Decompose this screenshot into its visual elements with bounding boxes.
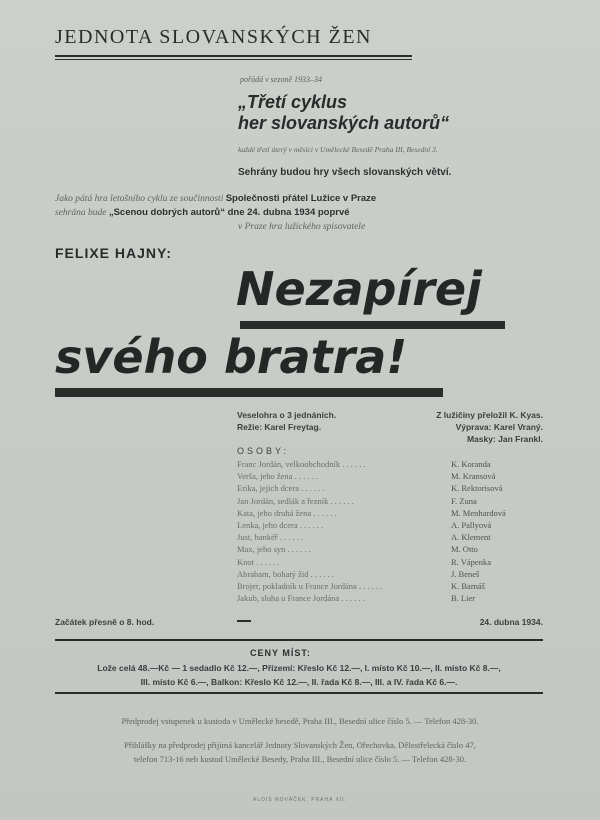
- prices-heading: CENY MÍST:: [250, 648, 311, 658]
- header-rule-bottom: [55, 59, 412, 60]
- cycle-title-line1: „Třetí cyklus: [238, 92, 348, 112]
- cast-role: Knot . . . . . .: [237, 556, 280, 567]
- cast-row: [237, 557, 547, 569]
- play-director: Režie: Karel Freytag.: [237, 422, 322, 432]
- presale-info: Předprodej vstupenek u kustoda v Umělecké besedě, Praha III., Besední ulice číslo 5. — Telefon 428-30.: [121, 716, 479, 726]
- cast-role: Just, bankéř . . . . . .: [237, 532, 304, 543]
- cast-role: Brojer, pokladník u France Jordána . . . . . .: [237, 580, 383, 591]
- header-rule-top: [55, 55, 412, 57]
- title-bar-2: [55, 388, 443, 397]
- cast-role: Jakub, sluha u France Jordána . . . . . .: [237, 593, 365, 604]
- play-genre: Veselohra o 3 jednáních.: [237, 410, 337, 420]
- cast-actor: A. Pallyová: [451, 519, 492, 530]
- cast-actor: R. Vápenka: [451, 556, 491, 567]
- schedule-note: každé třetí úterý v měsíci v Umělecké Besedě Praha III, Besední 3.: [238, 145, 438, 154]
- play-title-line1: Nezapírej: [236, 262, 482, 316]
- season-note: pořádá v sezoně 1933–34: [240, 75, 322, 84]
- cast-row: [237, 520, 547, 532]
- cast-actor: B. Lier: [451, 593, 476, 604]
- prices-rule-top: [55, 639, 543, 641]
- cast-list: [237, 459, 547, 605]
- cast-role: Jan Jordán, sedlák a řezník . . . . . .: [237, 495, 354, 506]
- play-masks: Masky: Jan Frankl.: [466, 434, 543, 444]
- cast-actor: M. Kransová: [451, 471, 496, 482]
- cast-row: [237, 471, 547, 483]
- cast-role: Lenka, jeho dcera . . . . . .: [237, 519, 324, 530]
- play-title-line2: svého bratra!: [55, 330, 408, 384]
- cast-actor: M. Menhardová: [451, 507, 506, 518]
- cast-actor: A. Klement: [451, 532, 491, 543]
- printer-imprint: ALOIS NOVÁČEK, PRAHA XII.: [252, 797, 348, 803]
- cast-row: [237, 459, 547, 471]
- play-author: FELIXE HAJNY:: [55, 245, 172, 261]
- cast-row: [237, 569, 547, 581]
- cast-row: [237, 593, 547, 605]
- signup-info-1: Přihlášky na předprodej přijímá kancelář Jednoty Slovanských Žen, Ořechovka, Dělostřelecká číslo 47,: [124, 740, 476, 750]
- intro-line-3: v Praze hra lužického spisovatele: [238, 222, 366, 232]
- cycle-statement: Sehrány budou hry všech slovanských větví.: [238, 167, 452, 178]
- cast-heading: OSOBY:: [237, 446, 290, 456]
- cast-role: Abraham, bohatý žid . . . . . .: [237, 568, 335, 579]
- start-dash: [237, 620, 251, 622]
- cast-actor: J. Beneš: [451, 568, 480, 579]
- cast-actor: K. Rektorisová: [451, 483, 503, 494]
- cast-row: [237, 483, 547, 495]
- cast-role: Franc Jordán, velkoobchodník . . . . . .: [237, 459, 366, 469]
- intro-line-2: sehrána bude „Scenou dobrých autorů“ dne 24. dubna 1934 poprvé: [55, 207, 350, 218]
- cast-actor: K. Barnáš: [451, 580, 485, 591]
- prices-line-1: Lože celá 48.—Kč — 1 sedadlo Kč 12.—, Přízemí: Křeslo Kč 12.—, I. místo Kč 10.—, II. místo Kč 8.—,: [97, 663, 501, 673]
- cast-actor: M. Otto: [451, 544, 478, 555]
- cast-row: [237, 532, 547, 544]
- start-time: Začátek přesně o 8. hod.: [55, 617, 155, 627]
- cast-role: Kata, jeho druhá žena . . . . . .: [237, 507, 337, 518]
- cast-row: [237, 544, 547, 556]
- intro-line-1: Jako pátá hra letošního cyklu ze součinnosti Společnosti přátel Lužice v Praze: [55, 193, 377, 204]
- play-translator: Z lužičiny přeložil K. Kyas.: [436, 410, 543, 420]
- cast-actor: K. Koranda: [451, 459, 491, 469]
- play-stage-design: Výprava: Karel Vraný.: [455, 422, 543, 432]
- cast-actor: F. Zuna: [451, 495, 477, 506]
- title-bar-1: [240, 321, 505, 329]
- signup-info-2: telefon 713-16 neb kustod Umělecké Besedy, Praha III., Besední ulice číslo 5. — Telefon 428-30.: [133, 754, 467, 764]
- cast-role: Verša, jeho žena . . . . . .: [237, 471, 318, 482]
- cycle-title-line2: her slovanských autorů“: [238, 113, 450, 133]
- start-date: 24. dubna 1934.: [479, 617, 543, 627]
- prices-rule-bottom: [55, 692, 543, 694]
- organization-title: JEDNOTA SLOVANSKÝCH ŽEN: [55, 26, 372, 48]
- cast-role: Max, jeho syn . . . . . .: [237, 544, 311, 555]
- cast-row: [237, 496, 547, 508]
- prices-line-2: III. místo Kč 6.—, Balkon: Křeslo Kč 12.—, II. řada Kč 8.—, III. a IV. řada Kč 6.—.: [140, 677, 458, 687]
- cast-role: Erika, jejich dcera . . . . . .: [237, 483, 325, 494]
- cast-row: [237, 581, 547, 593]
- cast-row: [237, 508, 547, 520]
